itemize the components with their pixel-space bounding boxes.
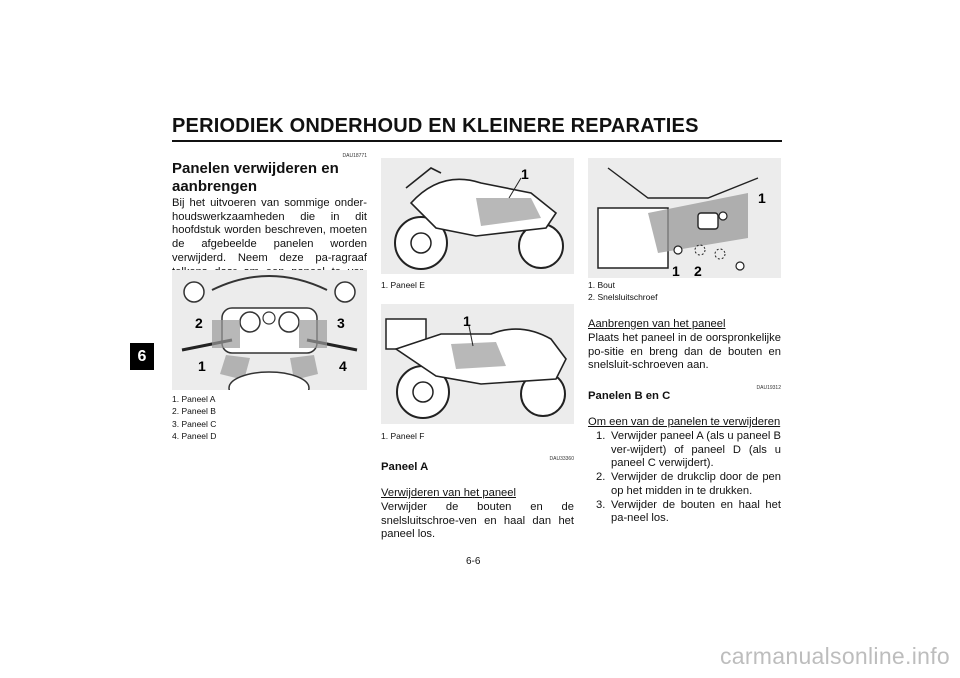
figure-label: 1 [672, 263, 680, 278]
underlined-subheading: Aanbrengen van het paneel [588, 318, 726, 330]
caption-list [172, 393, 367, 442]
watermark: carmanualsonline.info [719, 643, 950, 669]
panel-closeup-figure [588, 158, 781, 278]
list-item: 1. Verwijder paneel A (als u paneel B ver-wijdert) of paneel D (als u paneel C verwijdert). [596, 430, 781, 470]
figure-label: 1 [463, 313, 471, 329]
body-text: Plaats het paneel in de oorspronkelijke po-sitie en breng dan de bouten en snelsluit-schroeven aan. [588, 332, 781, 372]
chapter-tab: 6 [130, 343, 154, 370]
underlined-subheading: Om een van de panelen te verwijderen [588, 416, 781, 428]
page-number: 6-6 [466, 556, 481, 567]
list-item: 3. Verwijder de bouten en haal het pa-neel los. [596, 498, 781, 525]
page-header-title: PERIODIEK ONDERHOUD EN KLEINERE REPARATIES [172, 115, 699, 137]
figure-label: 1 [521, 166, 529, 182]
doc-code: DAU33360 [549, 456, 574, 462]
caption-item: 2. Snelsluitschroef [588, 292, 658, 303]
figure-label: 1 [198, 358, 206, 374]
caption-item: 3. Paneel C [172, 418, 217, 429]
figure-label: 1 [758, 190, 766, 206]
subsection-heading: Panelen B en C [588, 390, 671, 402]
subsection-heading: Paneel A [381, 461, 429, 473]
caption-item: 1. Paneel E [381, 280, 425, 290]
body-text: Verwijder de bouten en de snelsluitschroe-ven en haal dan het paneel los. [381, 501, 574, 541]
figure-label: 2 [694, 263, 702, 278]
steps-list [588, 430, 781, 526]
motorcycle-figure-f [381, 304, 574, 424]
motorcycle-f-illustration [381, 304, 574, 424]
caption-list [588, 279, 781, 304]
motorcycle-figure-e [381, 158, 574, 274]
list-item: 2. Verwijder de drukclip door de pen op het midden in te drukken. [596, 471, 781, 497]
doc-code: DAU19312 [756, 385, 781, 391]
caption-item: 2. Paneel B [172, 406, 216, 417]
caption-item: 1. Paneel F [381, 431, 425, 441]
caption-item: 4. Paneel D [172, 430, 217, 441]
handlebar-figure [172, 270, 367, 390]
doc-code: DAU18771 [342, 153, 367, 159]
panel-closeup-illustration [588, 158, 781, 278]
caption-item: 1. Paneel A [172, 394, 216, 404]
figure-label: 2 [195, 315, 203, 331]
handlebar-illustration [172, 270, 367, 390]
intro-paragraph: Bij het uitvoeren van sommige onder-houdswerkzaamheden die in dit hoofdstuk worden beschreven, moeten de afgebeelde panelen worden verwijderd. Neem deze pa-ragraaf [172, 197, 367, 264]
underlined-subheading: Verwijderen van het paneel [381, 487, 516, 499]
figure-label: 3 [337, 315, 345, 331]
figure-label: 4 [339, 358, 347, 374]
header-rule [172, 140, 782, 142]
section-heading: Panelen verwijderen en aanbrengen [172, 160, 339, 195]
caption-item: 1. Bout [588, 280, 615, 290]
motorcycle-e-illustration [381, 158, 574, 274]
